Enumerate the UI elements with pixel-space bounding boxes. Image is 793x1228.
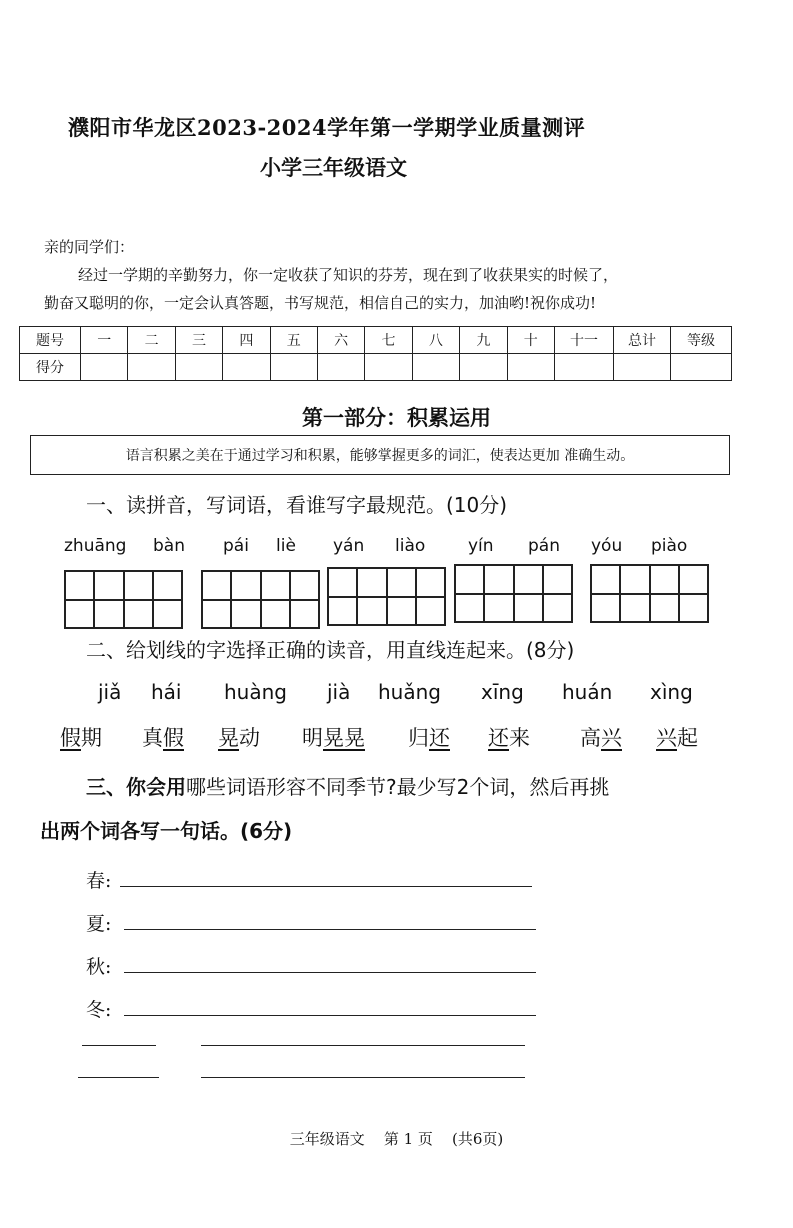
pinyin-label: bàn bbox=[153, 536, 185, 556]
score-header-cell: 总计 bbox=[614, 327, 671, 354]
underlined-char: 晃晃 bbox=[323, 726, 365, 750]
underlined-char: 假 bbox=[60, 726, 81, 750]
word-answer-line-1[interactable] bbox=[82, 1045, 156, 1046]
score-cell[interactable] bbox=[671, 354, 732, 381]
reading-option[interactable]: hái bbox=[151, 680, 182, 704]
score-cell[interactable] bbox=[614, 354, 671, 381]
reading-option[interactable]: xīng bbox=[481, 680, 524, 704]
word-item[interactable] bbox=[302, 722, 365, 752]
score-cell[interactable] bbox=[365, 354, 412, 381]
pinyin-label: pán bbox=[528, 536, 560, 556]
score-cell[interactable] bbox=[317, 354, 364, 381]
score-header-cell: 八 bbox=[412, 327, 459, 354]
answer-line-autumn[interactable] bbox=[124, 972, 536, 973]
word-suffix: 期 bbox=[81, 726, 102, 750]
question-3-title-line-2: 出两个词各写一句话。(6分) bbox=[40, 819, 293, 843]
pinyin-label: yóu bbox=[591, 536, 623, 556]
score-table bbox=[19, 326, 732, 381]
reading-option[interactable]: huàng bbox=[224, 680, 287, 704]
underlined-char: 晃 bbox=[218, 726, 239, 750]
score-header-cell: 十 bbox=[507, 327, 554, 354]
answer-line-spring[interactable] bbox=[120, 886, 532, 887]
score-table-score-row bbox=[20, 354, 732, 381]
greeting: 亲的同学们： bbox=[44, 238, 135, 256]
reading-option[interactable]: jiǎ bbox=[98, 680, 122, 704]
word-prefix: 明 bbox=[302, 726, 323, 750]
word-prefix: 高 bbox=[580, 726, 601, 750]
writing-grid-3[interactable] bbox=[327, 567, 446, 626]
question-3-title bbox=[86, 771, 609, 800]
score-header-cell: 十一 bbox=[555, 327, 614, 354]
page-footer: 三年级语文 第 1 页 (共6页) bbox=[289, 1130, 504, 1148]
sentence-answer-line-2[interactable] bbox=[201, 1077, 525, 1078]
reading-option[interactable]: huán bbox=[562, 680, 613, 704]
exam-title: 濮阳市华龙区2023-2024学年第一学期学业质量测评 bbox=[68, 115, 586, 140]
writing-grid-2[interactable] bbox=[201, 570, 320, 629]
reading-option[interactable]: xìng bbox=[650, 680, 693, 704]
season-label-spring: 春: bbox=[86, 870, 112, 892]
score-cell[interactable] bbox=[460, 354, 507, 381]
pinyin-label: piào bbox=[651, 536, 688, 556]
underlined-char: 假 bbox=[163, 726, 184, 750]
pinyin-label: zhuāng bbox=[64, 536, 127, 556]
score-header-cell: 三 bbox=[175, 327, 222, 354]
score-header-cell: 等级 bbox=[671, 327, 732, 354]
score-header-cell: 一 bbox=[81, 327, 128, 354]
part-1-intro-box: 语言积累之美在于通过学习和积累，能够掌握更多的词汇，使表达更加 准确生动。 bbox=[30, 435, 730, 475]
score-header-cell: 六 bbox=[317, 327, 364, 354]
score-cell[interactable] bbox=[81, 354, 128, 381]
word-item[interactable] bbox=[408, 722, 450, 752]
question-3-title-rest: 哪些词语形容不同季节?最少写2个词，然后再挑 bbox=[186, 775, 610, 799]
word-answer-line-2[interactable] bbox=[78, 1077, 159, 1078]
score-cell[interactable] bbox=[223, 354, 270, 381]
reading-option[interactable]: huǎng bbox=[378, 680, 441, 704]
score-cell[interactable] bbox=[128, 354, 175, 381]
score-cell[interactable] bbox=[412, 354, 459, 381]
score-header-cell: 题号 bbox=[20, 327, 81, 354]
season-label-summer: 夏: bbox=[86, 913, 112, 935]
season-label-autumn: 秋: bbox=[86, 956, 112, 978]
intro-line-1: 经过一学期的辛勤努力，你一定收获了知识的芬芳，现在到了收获果实的时候了， bbox=[78, 266, 619, 284]
question-1-title: 一、读拼音，写词语，看谁写字最规范。(10分) bbox=[86, 493, 508, 517]
score-cell[interactable] bbox=[555, 354, 614, 381]
reading-option[interactable]: jià bbox=[327, 680, 351, 704]
score-header-cell: 七 bbox=[365, 327, 412, 354]
score-header-cell: 四 bbox=[223, 327, 270, 354]
word-item[interactable] bbox=[142, 722, 184, 752]
score-header-cell: 五 bbox=[270, 327, 317, 354]
word-item[interactable] bbox=[218, 722, 260, 752]
score-header-cell: 二 bbox=[128, 327, 175, 354]
score-row-label: 得分 bbox=[20, 354, 81, 381]
writing-grid-5[interactable] bbox=[590, 564, 709, 623]
answer-line-summer[interactable] bbox=[124, 929, 536, 930]
underlined-char: 还 bbox=[429, 726, 450, 750]
underlined-char: 还 bbox=[488, 726, 509, 750]
word-item[interactable] bbox=[60, 722, 102, 752]
exam-subtitle: 小学三年级语文 bbox=[260, 155, 407, 180]
writing-grid-1[interactable] bbox=[64, 570, 183, 629]
pinyin-label: liè bbox=[276, 536, 296, 556]
word-item[interactable] bbox=[580, 722, 622, 752]
word-suffix: 动 bbox=[239, 726, 260, 750]
writing-grid-4[interactable] bbox=[454, 564, 573, 623]
underlined-char: 兴 bbox=[601, 726, 622, 750]
word-suffix: 来 bbox=[509, 726, 530, 750]
question-3-title-bold: 三、你会用 bbox=[86, 775, 186, 799]
answer-line-winter[interactable] bbox=[124, 1015, 536, 1016]
question-2-title: 二、给划线的字选择正确的读音，用直线连起来。(8分) bbox=[86, 638, 575, 662]
part-1-title: 第一部分：积累运用 bbox=[302, 405, 491, 430]
word-prefix: 归 bbox=[408, 726, 429, 750]
score-table-header-row bbox=[20, 327, 732, 354]
word-item[interactable] bbox=[656, 722, 698, 752]
score-cell[interactable] bbox=[270, 354, 317, 381]
underlined-char: 兴 bbox=[656, 726, 677, 750]
score-cell[interactable] bbox=[175, 354, 222, 381]
pinyin-label: pái bbox=[223, 536, 249, 556]
season-label-winter: 冬: bbox=[86, 999, 112, 1021]
pinyin-label: yán bbox=[333, 536, 365, 556]
score-cell[interactable] bbox=[507, 354, 554, 381]
sentence-answer-line-1[interactable] bbox=[201, 1045, 525, 1046]
pinyin-label: yín bbox=[468, 536, 494, 556]
intro-line-2: 勤奋又聪明的你，一定会认真答题，书写规范，相信自己的实力，加油哟!祝你成功! bbox=[44, 294, 597, 312]
word-item[interactable] bbox=[488, 722, 530, 752]
word-prefix: 真 bbox=[142, 726, 163, 750]
score-header-cell: 九 bbox=[460, 327, 507, 354]
pinyin-label: liào bbox=[395, 536, 426, 556]
word-suffix: 起 bbox=[677, 726, 698, 750]
